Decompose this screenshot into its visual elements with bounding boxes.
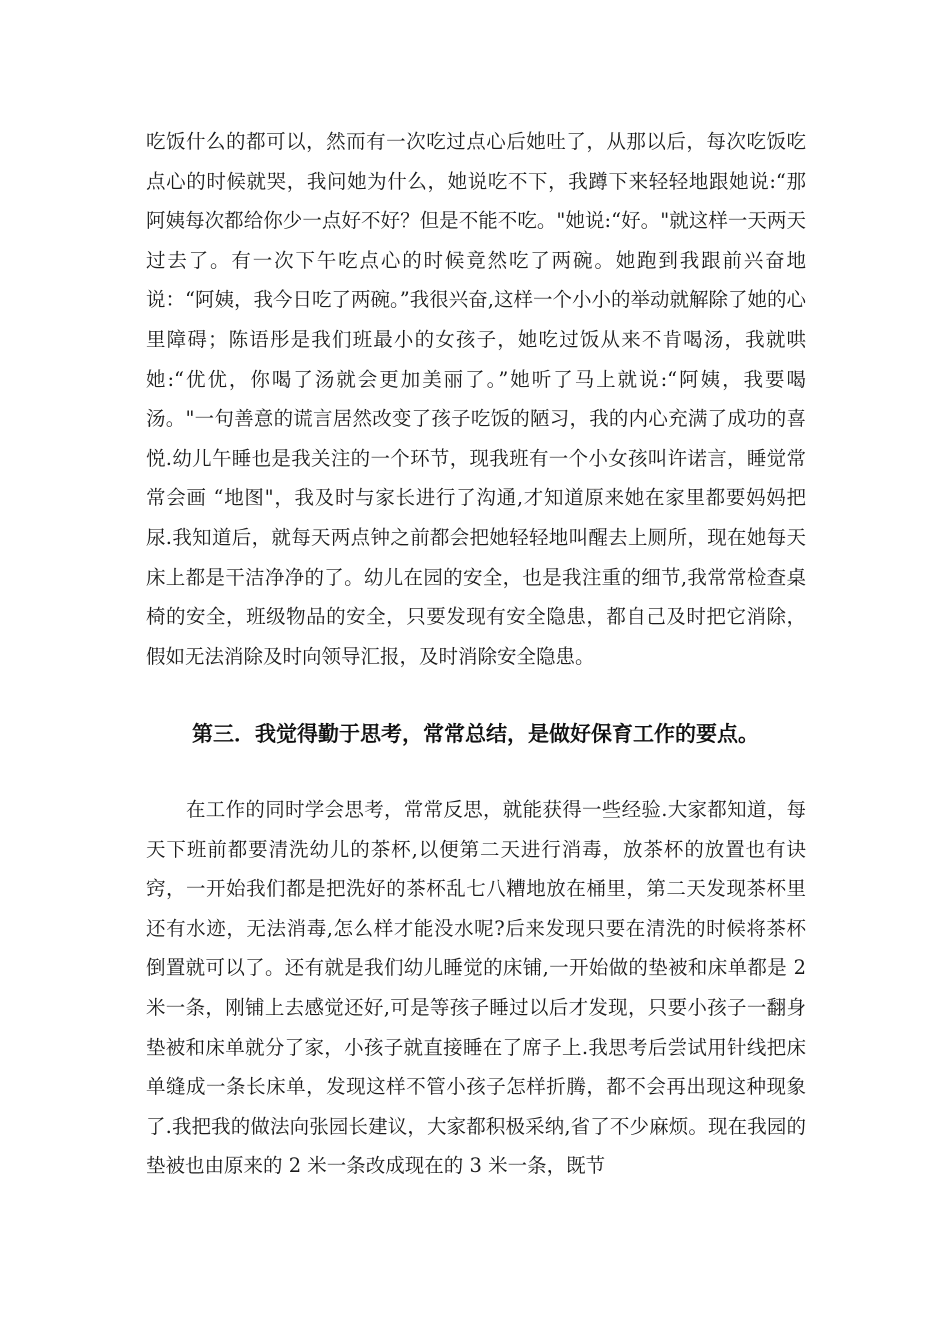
section-heading: 第三．我觉得勤于思考，常常总结，是做好保育工作的要点。 <box>192 722 759 746</box>
body-paragraph-2: 在工作的同时学会思考，常常反思，就能获得一些经验.大家都知道，每天下班前都要清洗幼儿的茶杯,以便第二天进行消毒，放茶杯的放置也有诀窍，一开始我们都是把洗好的茶杯乱七八糟地放在桶里，第二天发现茶杯里还有水迹，无法消毒,怎么样才能没水呢?后来发现只要在清洗的时候将茶杯倒置就可以了。还有就是我们幼儿睡觉的床铺,一开始做的垫被和床单都是 2 米一条，刚铺上去感觉还好,可是等孩子睡过以后才发现，只要小孩子一翻身垫被和床单就分了家，小孩子就直接睡在了席子上.我思考后尝试用针线把床单缝成一条长床单，发现这样不管小孩子怎样折腾，都不会再出现这种现象了.我把我的做法向张园长建议，大家都积极采纳,省了不少麻烦。现在我园的垫被也由原来的 2 米一条改成现在的 3 米一条，既节 <box>146 798 806 1178</box>
body-paragraph-1: 吃饭什么的都可以，然而有一次吃过点心后她吐了，从那以后，每次吃饭吃点心的时候就哭，我问她为什么，她说吃不下，我蹲下来轻轻地跟她说:“那阿姨每次都给你少一点好不好？但是不能不吃。"她说:“好。"就这样一天两天过去了。有一次下午吃点心的时候竟然吃了两碗。她跑到我跟前兴奋地说：“阿姨，我今日吃了两碗。”我很兴奋,这样一个小小的举动就解除了她的心里障碍；陈语彤是我们班最小的女孩子，她吃过饭从来不肯喝汤，我就哄她:“优优，你喝了汤就会更加美丽了。”她听了马上就说:“阿姨，我要喝汤。"一句善意的谎言居然改变了孩子吃饭的陋习，我的内心充满了成功的喜悦.幼儿午睡也是我关注的一个环节，现我班有一个小女孩叫许诺言，睡觉常常会画 “地图"，我及时与家长进行了沟通,才知道原来她在家里都要妈妈把尿.我知道后，就每天两点钟之前都会把她轻轻地叫醒去上厕所，现在她每天床上都是干洁净净的了。幼儿在园的安全，也是我注重的细节,我常常检查桌椅的安全，班级物品的安全，只要发现有安全隐患，都自己及时把它消除，假如无法消除及时向领导汇报，及时消除安全隐患。 <box>146 130 806 668</box>
